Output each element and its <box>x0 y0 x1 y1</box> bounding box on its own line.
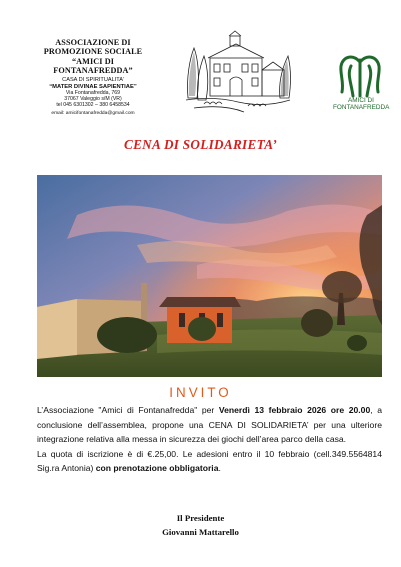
logo-caption <box>333 98 389 111</box>
org-line-4: FONTANAFREDDA” <box>53 66 133 76</box>
city-address: 37067 Valeggio s/M (VR) <box>64 95 122 102</box>
event-datetime: Venerdì 13 febbraio 2026 ore 20.00 <box>218 405 371 415</box>
house-label: CASA DI SPIRITUALITA’ <box>62 76 124 83</box>
villa-sketch-illustration <box>184 28 292 116</box>
invito-heading: INVITO <box>169 385 232 400</box>
phone-numbers: tel 045 6301302 – 380 6458534 <box>56 101 130 108</box>
signature-role: Il Presidente <box>176 513 225 523</box>
signature-name: Giovanni Mattarello <box>162 527 239 537</box>
page-title: CENA DI SOLIDARIETA’ <box>123 137 278 152</box>
event-name: CENA DI SOLIDARIETA’ <box>208 419 309 430</box>
logo-line-1: AMICI DI <box>348 97 374 104</box>
invitation-paragraph-2 <box>37 447 382 476</box>
p2-end: . <box>218 463 221 473</box>
org-line-3: “AMICI DI <box>71 56 115 66</box>
booking-required: con prenotazione obbligatoria <box>95 463 219 473</box>
logo-line-2: FONTANAFREDDA <box>333 103 390 111</box>
email-address: email: amicifontanafredda@gmail.com <box>51 110 135 116</box>
p2-fee: La quota di iscrizione è di €.25,00. Le adesioni entro il 10 febbraio (cell.349.5564814 Sig.ra Antonia) <box>37 448 382 473</box>
mater-label: “MATER DIVINAE SAPIENTIAE” <box>49 84 137 91</box>
invitation-body <box>37 403 382 476</box>
org-line-2: PROMOZIONE SOCIALE <box>43 47 143 57</box>
invitation-paragraph-1 <box>37 403 382 447</box>
p1-middle: , a conclusione dell’assemblea, propone una <box>37 405 382 430</box>
p1-intro: L’Associazione "Amici di Fontanafredda" per <box>37 405 219 415</box>
signature-block <box>0 511 401 539</box>
association-header <box>18 38 168 116</box>
street-address: Via Fontanafredda, 769 <box>65 89 121 96</box>
p1-end: per una ulteriore integrazione relativa alla messa in sicurezza dei giochi dell’area parco della casa. <box>37 419 382 444</box>
sunset-villa-photo <box>37 175 382 377</box>
org-line-1: ASSOCIAZIONE DI <box>55 38 131 47</box>
